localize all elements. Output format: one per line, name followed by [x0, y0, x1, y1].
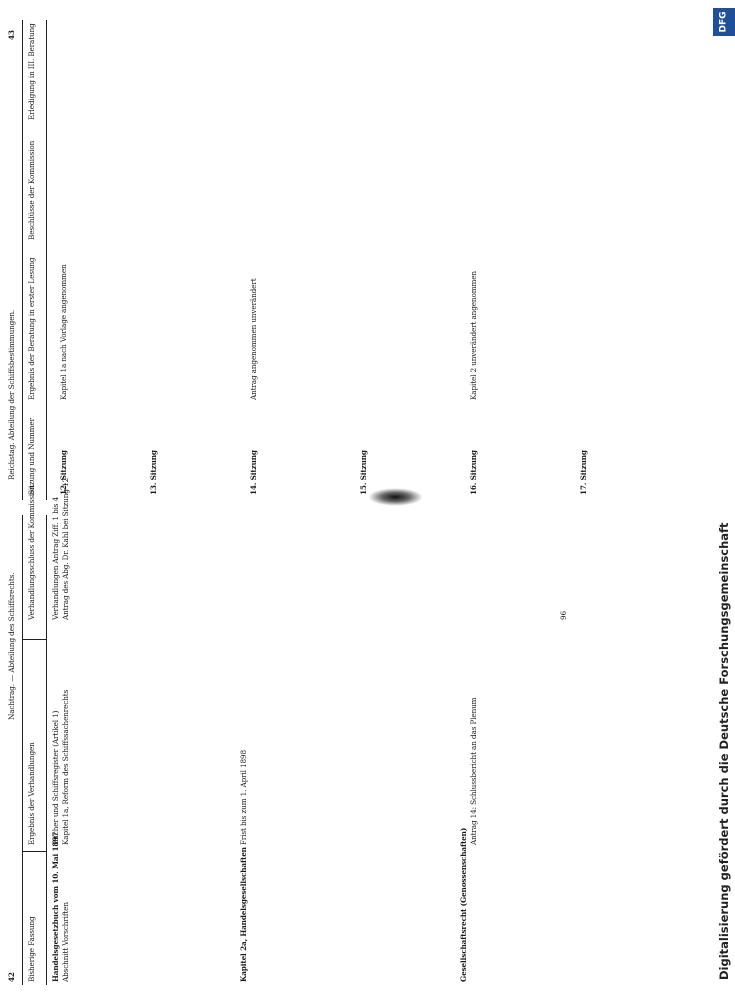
col-header-left-2: Ergebnis der Verhandlungen [27, 742, 36, 845]
note-b-left: Frist bis zum 1. April 1898 [239, 750, 248, 845]
page-number-right: 43 [7, 30, 16, 40]
entry-12: 12. Sitzung [59, 450, 68, 495]
header-right: Reichstag. Abteilung der Schiffsbestimmungen. [7, 309, 16, 480]
entry-15: 15. Sitzung [359, 450, 368, 495]
col-header-left-3: Verhandlungsschluss der Kommission [27, 485, 36, 620]
para-1: Kapitel 1a, Reform des Schiffssachenrechts [61, 689, 70, 845]
section-b: Kapitel 2a, Handelsgesellschaften [239, 847, 248, 982]
note-b: Antrag angenommen unverändert [249, 278, 258, 400]
page-ref: 96 [559, 611, 568, 620]
col-header-left-1: Bisherige Fassung [27, 916, 36, 982]
page-number-left: 42 [7, 972, 16, 982]
digitization-credit: Digitalisierung gefördert durch die Deutsche Forschungsgemeinschaft [717, 522, 731, 980]
header-left: Nachtrag. — Abteilung des Schiffsrechts. [7, 572, 16, 720]
binding-shadow [368, 488, 423, 506]
section-a: Handelsgesetzbuch vom 10. Mai 1897 [51, 831, 60, 982]
rule-1: Bücher und Schiffsregister (Artikel 1) [51, 710, 60, 845]
section-a2: Abschnitt Vorschriften [61, 902, 70, 982]
item-1: Antrag des Abg. Dr. Kahl bei Sitzung 12 [61, 478, 70, 620]
note-c: Kapitel 2 unverändert angenommen [469, 271, 478, 400]
col-final: Erledigung in III. Beratung [27, 23, 36, 120]
entry-14: 14. Sitzung [249, 450, 258, 495]
entry-17: 17. Sitzung [579, 450, 588, 495]
col-result: Ergebnis der Beratung in erster Lesung [27, 257, 36, 400]
final-note: Antrag 14: Schlussbericht an das Plenum [469, 697, 478, 845]
dfg-logo: DFG [713, 8, 735, 36]
entry-13: 13. Sitzung [149, 450, 158, 495]
col-date: Sitzung und Nummer [27, 418, 36, 495]
note-a: Kapitel 1a nach Vorlage angenommen [59, 264, 68, 400]
col-decision: Beschlüsse der Kommission [27, 140, 36, 240]
motion: Verhandlungen Antrag Ziff. 1 bis 4 [51, 496, 60, 620]
sidebar [713, 0, 735, 1000]
entry-16: 16. Sitzung [469, 450, 478, 495]
section-c: Gesellschaftsrecht (Genossenschaften) [459, 827, 468, 982]
